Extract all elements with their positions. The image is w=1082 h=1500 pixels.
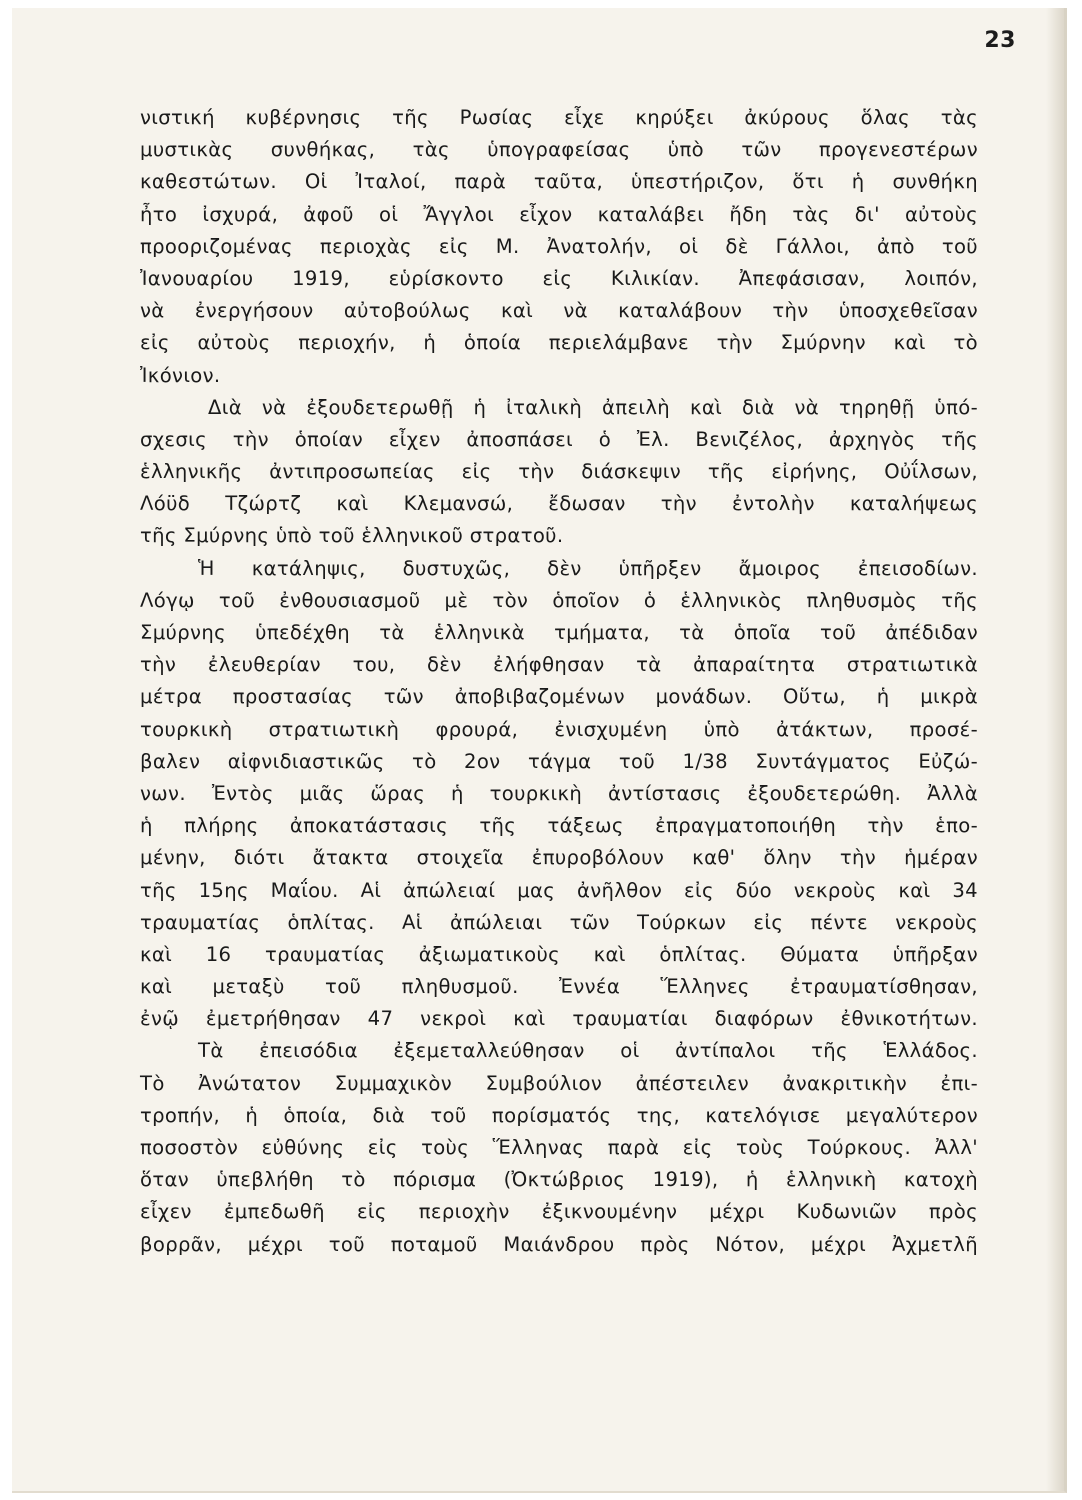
text-line: καὶ μεταξὺ τοῦ πληθυσμοῦ. Ἐννέα Ἕλληνες ἐτραυματίσθησαν, bbox=[140, 975, 978, 999]
text-line: ὅταν ὑπεβλήθη τὸ πόρισμα (Ὀκτώβριος 1919), ἡ ἑλληνικὴ κατοχὴ bbox=[140, 1168, 978, 1192]
text-line: ἦτο ἰσχυρά, ἀφοῦ οἱ Ἄγγλοι εἶχον καταλάβει ἤδη τὰς δι' αὐτοὺς bbox=[140, 202, 978, 226]
page-edge-shadow bbox=[1046, 8, 1064, 1491]
text-line: νιστική κυβέρνησις τῆς Ρωσίας εἶχε κηρύξει ἀκύρους ὅλας τὰς bbox=[140, 106, 978, 129]
text-line: Τὰ ἐπεισόδια ἐξεμεταλλεύθησαν οἱ ἀντίπαλοι τῆς Ἑλλάδος. bbox=[198, 1039, 978, 1063]
text-line: Τὸ Ἀνώτατον Συμμαχικὸν Συμβούλιον ἀπέστειλεν ἀνακριτικὴν ἐπι- bbox=[140, 1071, 978, 1095]
body-text bbox=[140, 102, 978, 1261]
text-line: Ἰκόνιον. bbox=[140, 363, 221, 387]
text-line: ἑλληνικῆς ἀντιπροσωπείας εἰς τὴν διάσκεψιν τῆς εἰρήνης, Οὐΐλσων, bbox=[140, 460, 978, 484]
book-page bbox=[12, 8, 1067, 1493]
text-line: βαλεν αἰφνιδιαστικῶς τὸ 2ον τάγμα τοῦ 1/38 Συντάγματος Εὐζώ- bbox=[140, 749, 978, 773]
text-line: Λόϋδ Τζώρτζ καὶ Κλεμανσώ, ἔδωσαν τὴν ἐντολὴν καταλήψεως bbox=[140, 492, 978, 516]
text-line: εἰς αὐτοὺς περιοχήν, ἡ ὁποία περιελάμβανε τὴν Σμύρνην καὶ τὸ bbox=[140, 331, 978, 355]
text-line: ποσοστὸν εὐθύνης εἰς τοὺς Ἕλληνας παρὰ εἰς τοὺς Τούρκους. Ἀλλ' bbox=[140, 1136, 978, 1159]
text-line: τὴν ἐλευθερίαν του, δὲν ἐλήφθησαν τὰ ἀπαραίτητα στρατιωτικὰ bbox=[140, 653, 978, 677]
text-line: τουρκικὴ στρατιωτικὴ φρουρά, ἐνισχυμένη ὑπὸ ἀτάκτων, προσέ- bbox=[140, 717, 978, 741]
text-line: Διὰ νὰ ἐξουδετερωθῇ ἡ ἰταλικὴ ἀπειλὴ καὶ διὰ νὰ τηρηθῇ ὑπό- bbox=[208, 395, 978, 419]
text-line: ἐνῷ ἐμετρήθησαν 47 νεκροὶ καὶ τραυματίαι διαφόρων ἐθνικοτήτων. bbox=[140, 1007, 978, 1031]
text-line: νων. Ἐντὸς μιᾶς ὥρας ἡ τουρκικὴ ἀντίστασις ἐξουδετερώθη. Ἀλλὰ bbox=[140, 781, 978, 805]
text-line: Ἰανουαρίου 1919, εὑρίσκοντο εἰς Κιλικίαν. Ἀπεφάσισαν, λοιπόν, bbox=[140, 266, 978, 290]
text-line: τροπήν, ἡ ὁποία, διὰ τοῦ πορίσματός της, κατελόγισε μεγαλύτερον bbox=[140, 1103, 978, 1127]
text-line: νὰ ἐνεργήσουν αὐτοβούλως καὶ νὰ καταλάβουν τὴν ὑποσχεθεῖσαν bbox=[140, 299, 978, 323]
text-line: Λόγῳ τοῦ ἐνθουσιασμοῦ μὲ τὸν ὁποῖον ὁ ἑλληνικὸς πληθυσμὸς τῆς bbox=[140, 588, 978, 612]
text-line: καθεστώτων. Οἱ Ἰταλοί, παρὰ ταῦτα, ὑπεστήριζον, ὅτι ἡ συνθήκη bbox=[140, 170, 978, 194]
text-line: σχεσις τὴν ὁποίαν εἶχεν ἀποσπάσει ὁ Ἐλ. Βενιζέλος, ἀρχηγὸς τῆς bbox=[140, 427, 978, 451]
text-line: ἡ πλήρης ἀποκατάστασις τῆς τάξεως ἐπραγματοποιήθη τὴν ἑπο- bbox=[140, 814, 978, 838]
text-line: καὶ 16 τραυματίας ἀξιωματικοὺς καὶ ὁπλίτας. Θύματα ὑπῆρξαν bbox=[140, 942, 978, 966]
text-line: τῆς Σμύρνης ὑπὸ τοῦ ἑλληνικοῦ στρατοῦ. bbox=[140, 524, 564, 548]
text-line: μένην, διότι ἄτακτα στοιχεῖα ἐπυροβόλουν καθ' ὅλην τὴν ἡμέραν bbox=[140, 846, 978, 870]
text-line: τῆς 15ης Μαΐου. Αἱ ἀπώλειαί μας ἀνῆλθον εἰς δύο νεκροὺς καὶ 34 bbox=[140, 878, 978, 902]
text-line: μυστικὰς συνθήκας, τὰς ὑπογραφείσας ὑπὸ τῶν προγενεστέρων bbox=[140, 138, 978, 162]
text-line: βορρᾶν, μέχρι τοῦ ποταμοῦ Μαιάνδρου πρὸς Νότον, μέχρι Ἀχμετλῆ bbox=[140, 1232, 978, 1256]
page-number: 23 bbox=[984, 28, 1016, 53]
text-line: εἶχεν ἐμπεδωθῆ εἰς περιοχὴν ἐξικνουμένην μέχρι Κυδωνιῶν πρὸς bbox=[140, 1200, 978, 1224]
text-line: Σμύρνης ὑπεδέχθη τὰ ἑλληνικὰ τμήματα, τὰ ὁποῖα τοῦ ἀπέδιδαν bbox=[140, 621, 978, 644]
text-line: προοριζομένας περιοχὰς εἰς Μ. Ἀνατολήν, οἱ δὲ Γάλλοι, ἀπὸ τοῦ bbox=[140, 234, 978, 258]
text-line: μέτρα προστασίας τῶν ἀποβιβαζομένων μονάδων. Οὕτω, ἡ μικρὰ bbox=[140, 685, 978, 709]
text-line: τραυματίας ὁπλίτας. Αἱ ἀπώλειαι τῶν Τούρκων εἰς πέντε νεκροὺς bbox=[140, 910, 978, 934]
text-line: Ἡ κατάληψις, δυστυχῶς, δὲν ὑπῆρξεν ἄμοιρος ἐπεισοδίων. bbox=[198, 556, 978, 580]
